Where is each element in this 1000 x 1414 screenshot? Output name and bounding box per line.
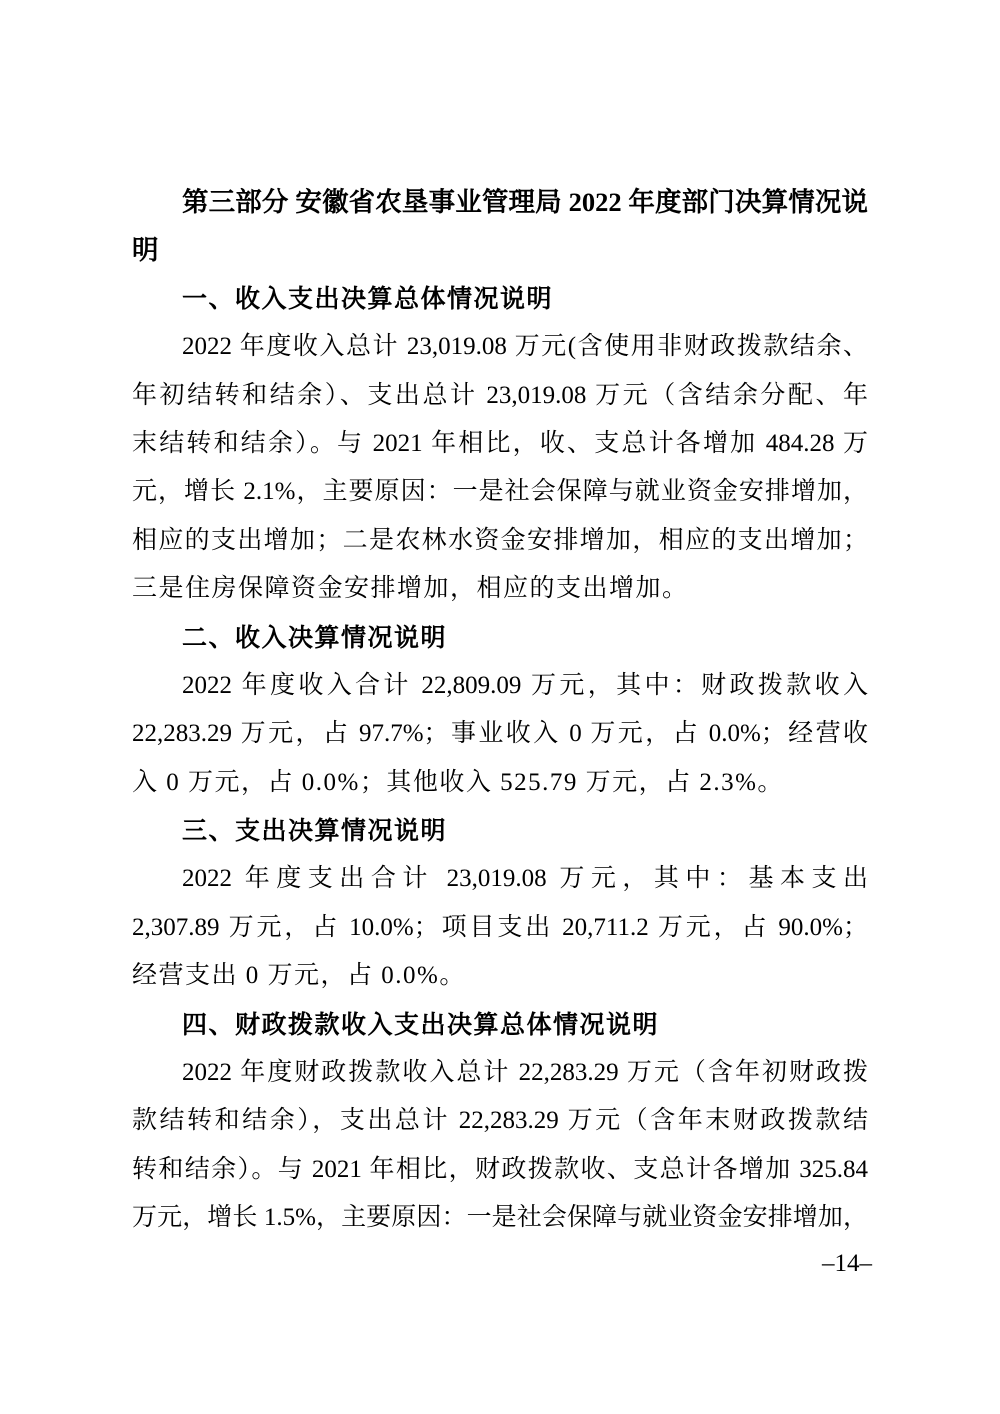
page-number: –14– — [822, 1250, 872, 1277]
page-title-wrap: 明 — [132, 235, 160, 266]
paragraph-line: 2022 年度收入合计 22,809.09 万元，其中：财政拨款收入 — [182, 671, 868, 699]
section-heading-4: 四、财政拨款收入支出决算总体情况说明 — [182, 1010, 660, 1039]
page-footer — [822, 1246, 872, 1282]
paragraph-line: 元，增长 2.1%，主要原因：一是社会保障与就业资金安排增加， — [132, 478, 868, 506]
paragraph-line: 年初结转和结余）、支出总计 23,019.08 万元（含结余分配、年 — [132, 381, 868, 409]
paragraph-line: 入 0 万元，占 0.0%；其他收入 525.79 万元，占 2.3%。 — [132, 768, 784, 796]
paragraph-line: 22,283.29 万元，占 97.7%；事业收入 0 万元，占 0.0%；经营收 — [132, 720, 868, 748]
paragraph-line: 2022 年度收入总计 23,019.08 万元(含使用非财政拨款结余、 — [182, 333, 868, 361]
paragraph-line: 相应的支出增加；二是农林水资金安排增加，相应的支出增加； — [132, 526, 868, 554]
section-heading-2: 二、收入决算情况说明 — [182, 623, 448, 652]
paragraph-line: 款结转和结余），支出总计 22,283.29 万元（含年末财政拨款结 — [132, 1107, 868, 1135]
section-heading-1: 一、收入支出决算总体情况说明 — [182, 284, 554, 313]
paragraph-line: 末结转和结余）。与 2021 年相比，收、支总计各增加 484.28 万 — [132, 429, 868, 457]
document-body — [132, 178, 868, 1243]
paragraph-line: 2022 年度支出合计 23,019.08 万元，其中：基本支出 — [182, 865, 868, 893]
paragraph-line: 万元，增长 1.5%，主要原因：一是社会保障与就业资金安排增加， — [132, 1204, 868, 1232]
paragraph-line: 2,307.89 万元，占 10.0%；项目支出 20,711.2 万元，占 90.0%； — [132, 913, 868, 941]
paragraph-line: 2022 年度财政拨款收入总计 22,283.29 万元（含年初财政拨 — [182, 1059, 868, 1087]
paragraph-line: 转和结余）。与 2021 年相比，财政拨款收、支总计各增加 325.84 — [132, 1155, 868, 1183]
paragraph-line: 经营支出 0 万元，占 0.0%。 — [132, 962, 466, 990]
paragraph-line: 三是住房保障资金安排增加，相应的支出增加。 — [132, 575, 689, 603]
section-heading-3: 三、支出决算情况说明 — [182, 817, 448, 846]
page-title: 第三部分 安徽省农垦事业管理局 2022 年度部门决算情况说 — [182, 187, 868, 217]
